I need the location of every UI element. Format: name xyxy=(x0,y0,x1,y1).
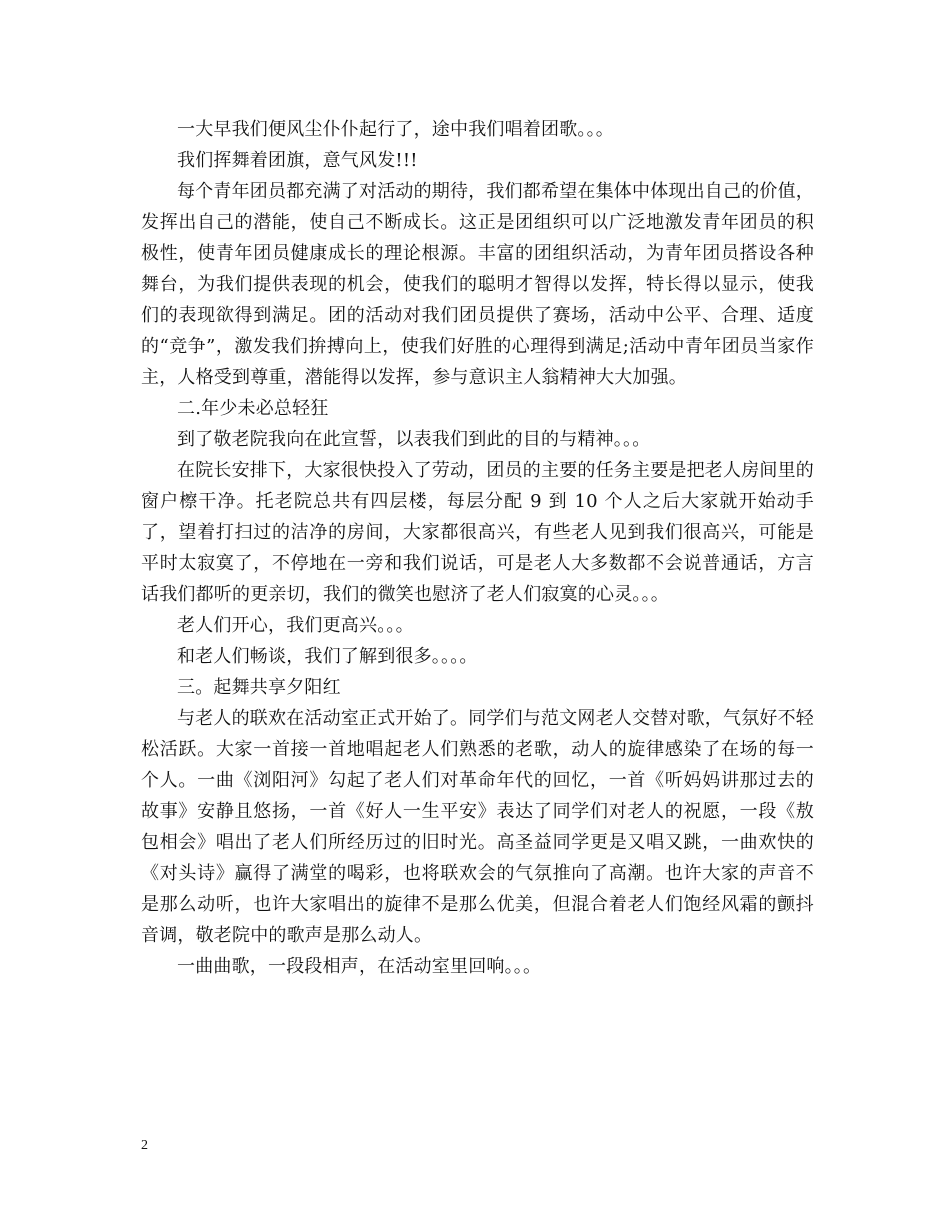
paragraph-7: 老人们开心，我们更高兴。。。 xyxy=(177,615,414,636)
paragraph-2: 我们挥舞着团旗，意气风发!!! xyxy=(177,150,418,171)
paragraph-1: 一大早我们便风尘仆仆起行了，途中我们唱着团歌。。。 xyxy=(177,119,614,140)
paragraph-11: 一曲曲歌，一段段相声，在活动室里回响。。。 xyxy=(177,956,542,977)
paragraph-3: 每个青年团员都充满了对活动的期待，我们都希望在集体中体现出自己的价值，发挥出自己的潜能，使自己不断成长。这正是团组织可以广泛地激发青年团员的积极性，使青年团员健康成长的理论根源。丰富的团组织活动，为青年团员搭设各种舞台，为我们提供表现的机会，使我们的聪明才智得以发挥，特长得以显示，使我们的表现欲得到满足。团的活动对我们团员提供了赛场，活动中公平、合理、适度的“竞争”，激发我们拚搏向上，使我们好胜的心理得到满足;活动中青年团员当家作主，人格受到尊重，潜能得以发挥，参与意识主人翁精神大大加强。 xyxy=(141,181,814,388)
paragraph-5: 到了敬老院我向在此宣誓，以表我们到此的目的与精神。。。 xyxy=(177,429,651,450)
page-number: 2 xyxy=(141,1138,148,1153)
section-heading-2: 二.年少未必总轻狂 xyxy=(177,398,329,419)
paragraph-10: 与老人的联欢在活动室正式开始了。同学们与范文网老人交替对歌，气氛好不轻松活跃。大家一首接一首地唱起老人们熟悉的老歌，动人的旋律感染了在场的每一个人。一曲《浏阳河》勾起了老人们对革命年代的回忆，一首《听妈妈讲那过去的故事》安静且悠扬，一首《好人一生平安》表达了同学们对老人的祝愿，一段《敖包相会》唱出了老人们所经历过的旧时光。高圣益同学更是又唱又跳，一曲欢快的《对头诗》赢得了满堂的喝彩，也将联欢会的气氛推向了高潮。也许大家的声音不是那么动听，也许大家唱出的旋律不是那么优美，但混合着老人们饱经风霜的颤抖音调，敬老院中的歌声是那么动人。 xyxy=(141,708,814,946)
document-body xyxy=(141,114,814,982)
section-heading-3: 三。起舞共享夕阳红 xyxy=(177,677,341,698)
paragraph-6: 在院长安排下，大家很快投入了劳动，团员的主要的任务主要是把老人房间里的窗户檫干净。托老院总共有四层楼，每层分配 9 到 10 个人之后大家就开始动手了，望着打扫过的洁净的房间，大家都很高兴，有些老人见到我们很高兴，可能是平时太寂寞了，不停地在一旁和我们说话，可是老人大多数都不会说普通话，方言话我们都听的更亲切，我们的微笑也慰济了老人们寂寞的心灵。。。 xyxy=(141,460,814,605)
paragraph-8: 和老人们畅谈，我们了解到很多。。。。 xyxy=(177,646,478,667)
